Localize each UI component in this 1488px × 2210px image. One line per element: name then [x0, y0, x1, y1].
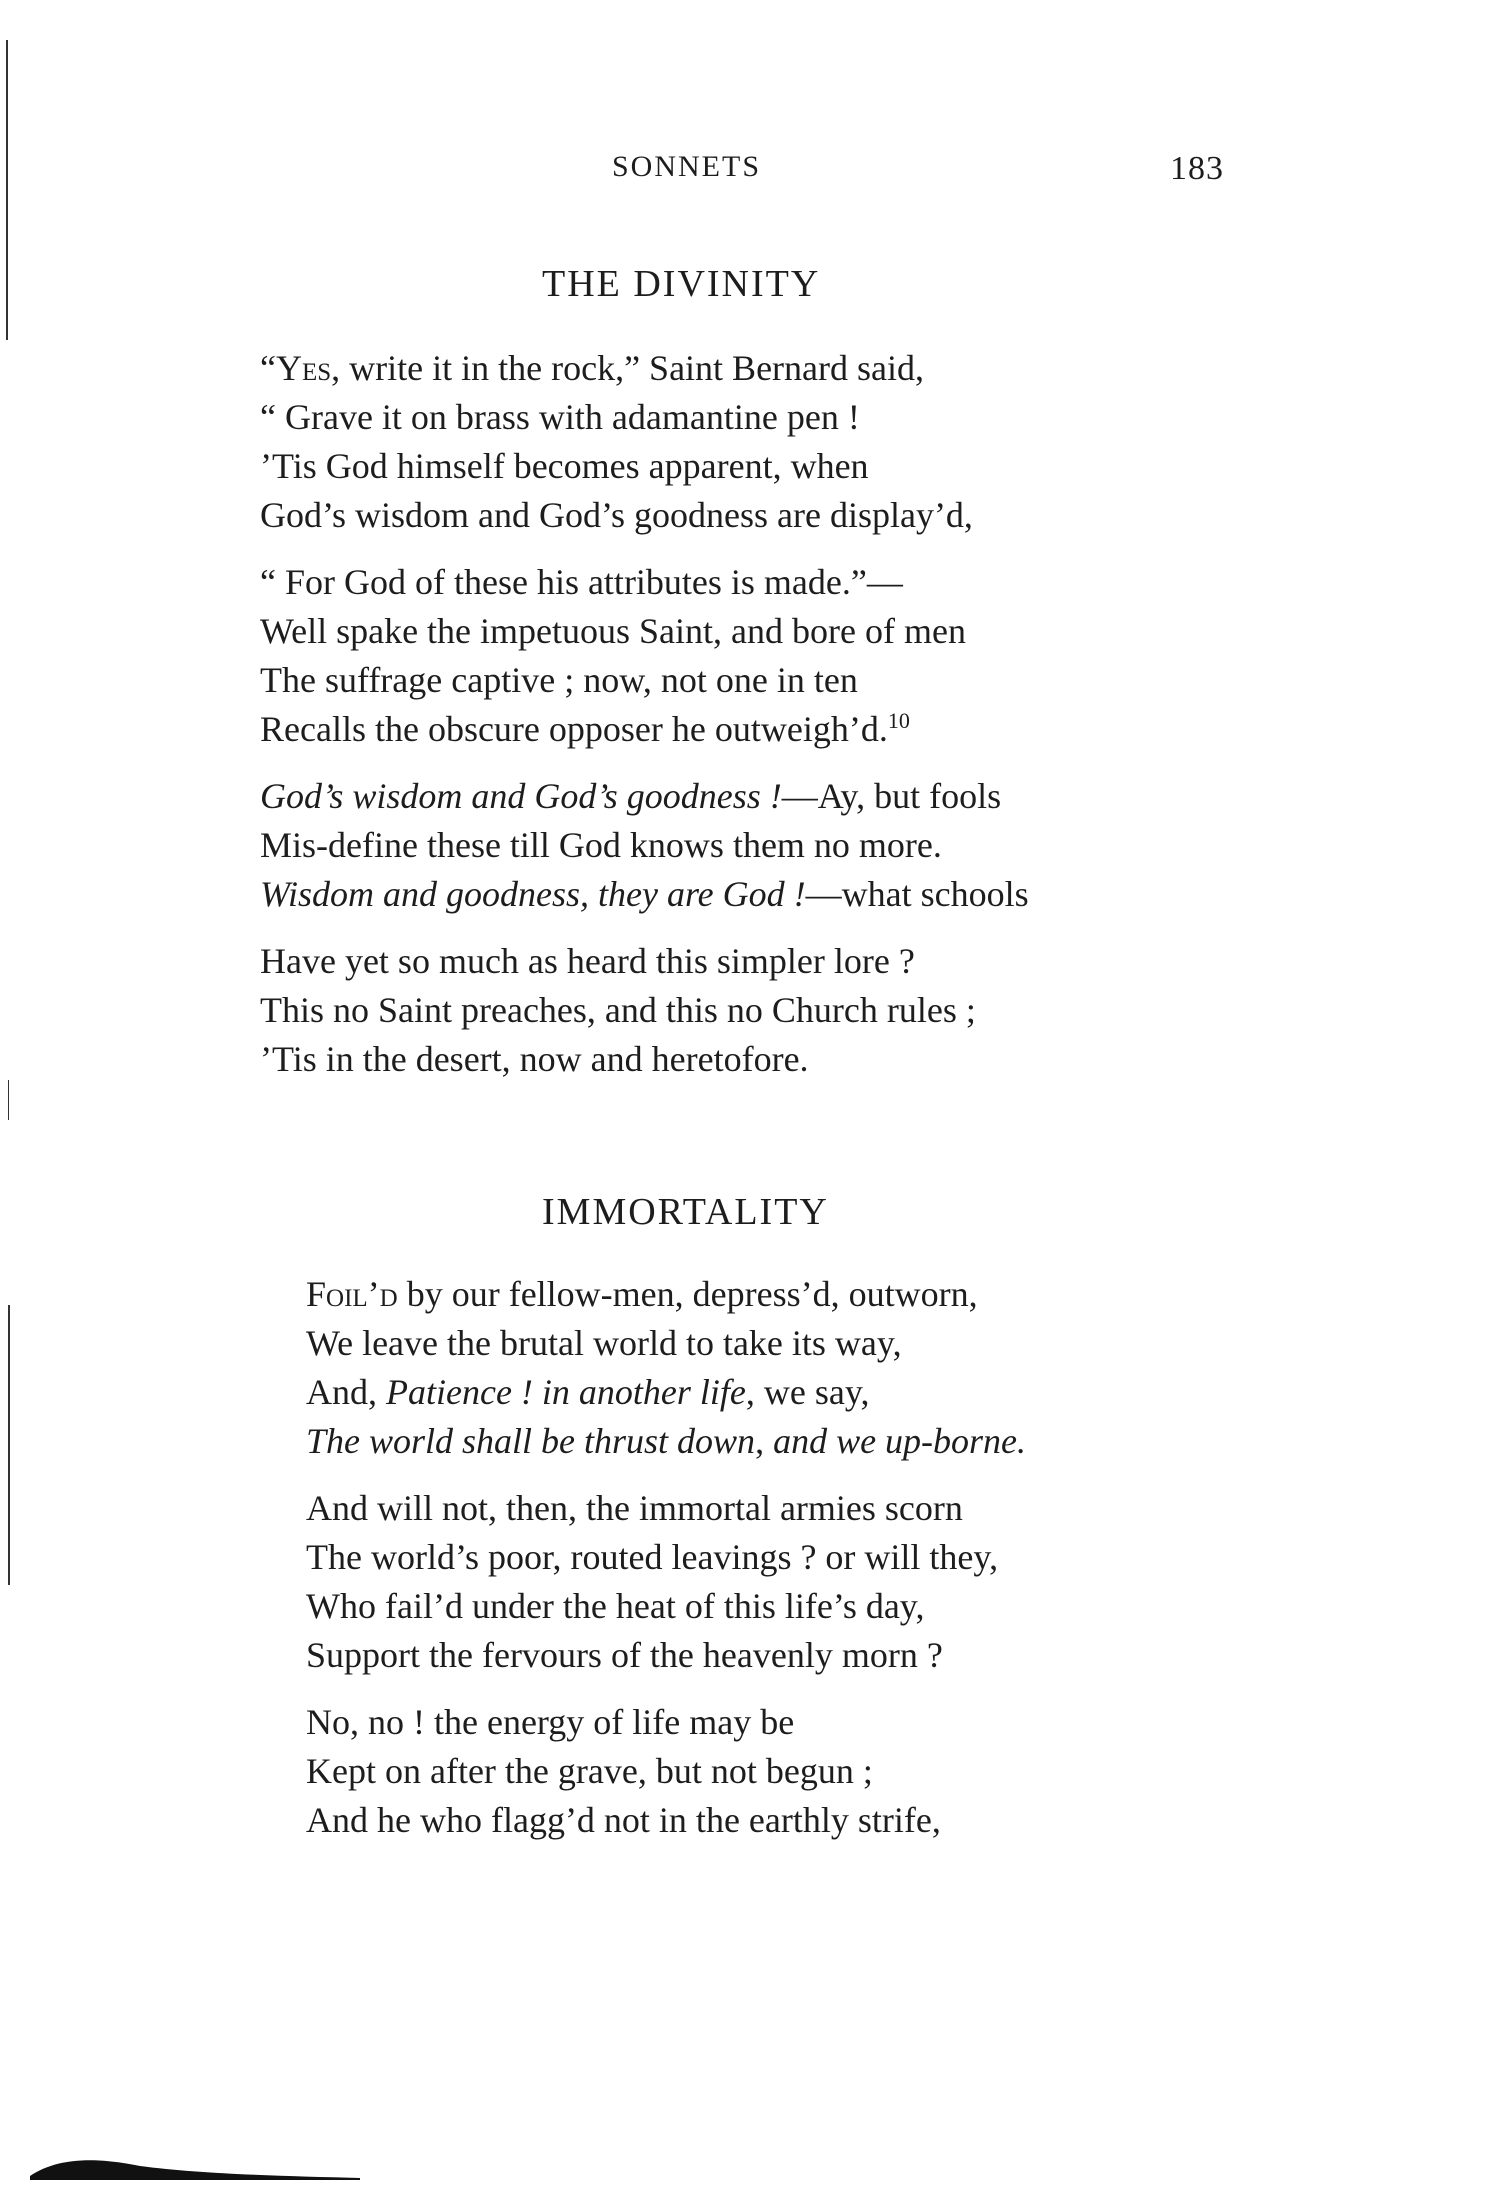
verse-text: Well spake the impetuous Saint, and bore of men [260, 611, 966, 651]
verse-text: Recalls the obscure opposer he outweigh’d. [260, 709, 888, 749]
verse-line [260, 772, 1029, 821]
poem-title-divinity: THE DIVINITY [542, 263, 821, 305]
verse-line [260, 607, 1029, 656]
verse-line [306, 1270, 1026, 1319]
verse-text: This no Saint preaches, and this no Church rules ; [260, 990, 976, 1030]
verse-text: No, no ! the energy of life may be [306, 1702, 795, 1742]
verse-text: The world shall be thrust down [306, 1421, 756, 1461]
verse-line [260, 937, 1029, 986]
verse-line [306, 1417, 1026, 1466]
left-margin-rule [6, 40, 8, 340]
verse-text: ’Tis God himself becomes apparent, when [260, 446, 869, 486]
stanza [306, 1270, 1026, 1466]
verse-text: We leave the brutal world to take its way, [306, 1323, 902, 1363]
verse-text: Who fail’d under the heat of this life’s day, [306, 1586, 925, 1626]
verse-text: And, [306, 1372, 386, 1412]
verse-line [260, 656, 1029, 705]
verse-line [306, 1747, 1026, 1796]
poem-divinity [260, 344, 1029, 1102]
verse-line [306, 1319, 1026, 1368]
verse-text: —Ay, but fools [781, 776, 1002, 816]
verse-line [260, 821, 1029, 870]
verse-line [306, 1368, 1026, 1417]
stanza [306, 1484, 1026, 1680]
verse-text: by our fellow-men, depress’d, outworn, [397, 1274, 978, 1314]
verse-line [306, 1796, 1026, 1845]
verse-line [306, 1582, 1026, 1631]
verse-text: Foil’d [306, 1274, 398, 1314]
left-margin-rule [8, 1305, 10, 1585]
verse-text: —what schools [805, 874, 1029, 914]
verse-text: The suffrage captive ; now, not one in ten [260, 660, 858, 700]
verse-text: The world’s poor, routed leavings ? or will they, [306, 1537, 999, 1577]
verse-line [260, 393, 1029, 442]
verse-text: , [755, 1421, 774, 1461]
verse-line [260, 344, 1029, 393]
verse-text: ’Tis in the desert, now and heretofore. [260, 1039, 809, 1079]
verse-text: Kept on after the grave, but not begun ; [306, 1751, 873, 1791]
stanza [260, 772, 1029, 919]
verse-line [260, 1035, 1029, 1084]
verse-line [306, 1533, 1026, 1582]
verse-line [260, 491, 1029, 540]
running-head-title: SONNETS [612, 150, 762, 183]
verse-text: Support the fervours of the heavenly morn ? [306, 1635, 943, 1675]
verse-text: “Yes [260, 348, 332, 388]
stanza [260, 344, 1029, 540]
verse-line [306, 1631, 1026, 1680]
stanza [260, 937, 1029, 1084]
page-number: 183 [1170, 150, 1224, 187]
verse-line [306, 1698, 1026, 1747]
verse-line [260, 558, 1029, 607]
verse-text: Have yet so much as heard this simpler lore ? [260, 941, 915, 981]
verse-text: “ Grave it on brass with adamantine pen ! [260, 397, 860, 437]
verse-text: “ For God of these his attributes is made.”— [260, 562, 903, 602]
poem-immortality [306, 1270, 1026, 1863]
footnote-marker: 10 [887, 708, 910, 733]
verse-text: , write it in the rock,” Saint Bernard said, [331, 348, 924, 388]
stanza [306, 1698, 1026, 1845]
verse-line [260, 442, 1029, 491]
ink-smudge-graphic [20, 2152, 360, 2180]
verse-text: Wisdom and goodness, they are God ! [260, 874, 806, 914]
verse-text: , we say, [745, 1372, 870, 1412]
verse-line [260, 986, 1029, 1035]
verse-line [260, 705, 1029, 754]
stanza [260, 558, 1029, 754]
verse-text: God’s wisdom and God’s goodness are display’d, [260, 495, 973, 535]
verse-line [306, 1484, 1026, 1533]
verse-text: Patience ! in another life [386, 1372, 746, 1412]
verse-line [260, 870, 1029, 919]
verse-text: and we up-borne. [773, 1421, 1027, 1461]
verse-text: And he who flagg’d not in the earthly strife, [306, 1800, 941, 1840]
verse-text: And will not, then, the immortal armies scorn [306, 1488, 963, 1528]
verse-text: God’s wisdom and God’s goodness ! [260, 776, 782, 816]
verse-text: Mis-define these till God knows them no more. [260, 825, 942, 865]
left-margin-rule [8, 1080, 9, 1120]
poem-title-immortality: IMMORTALITY [542, 1191, 829, 1233]
